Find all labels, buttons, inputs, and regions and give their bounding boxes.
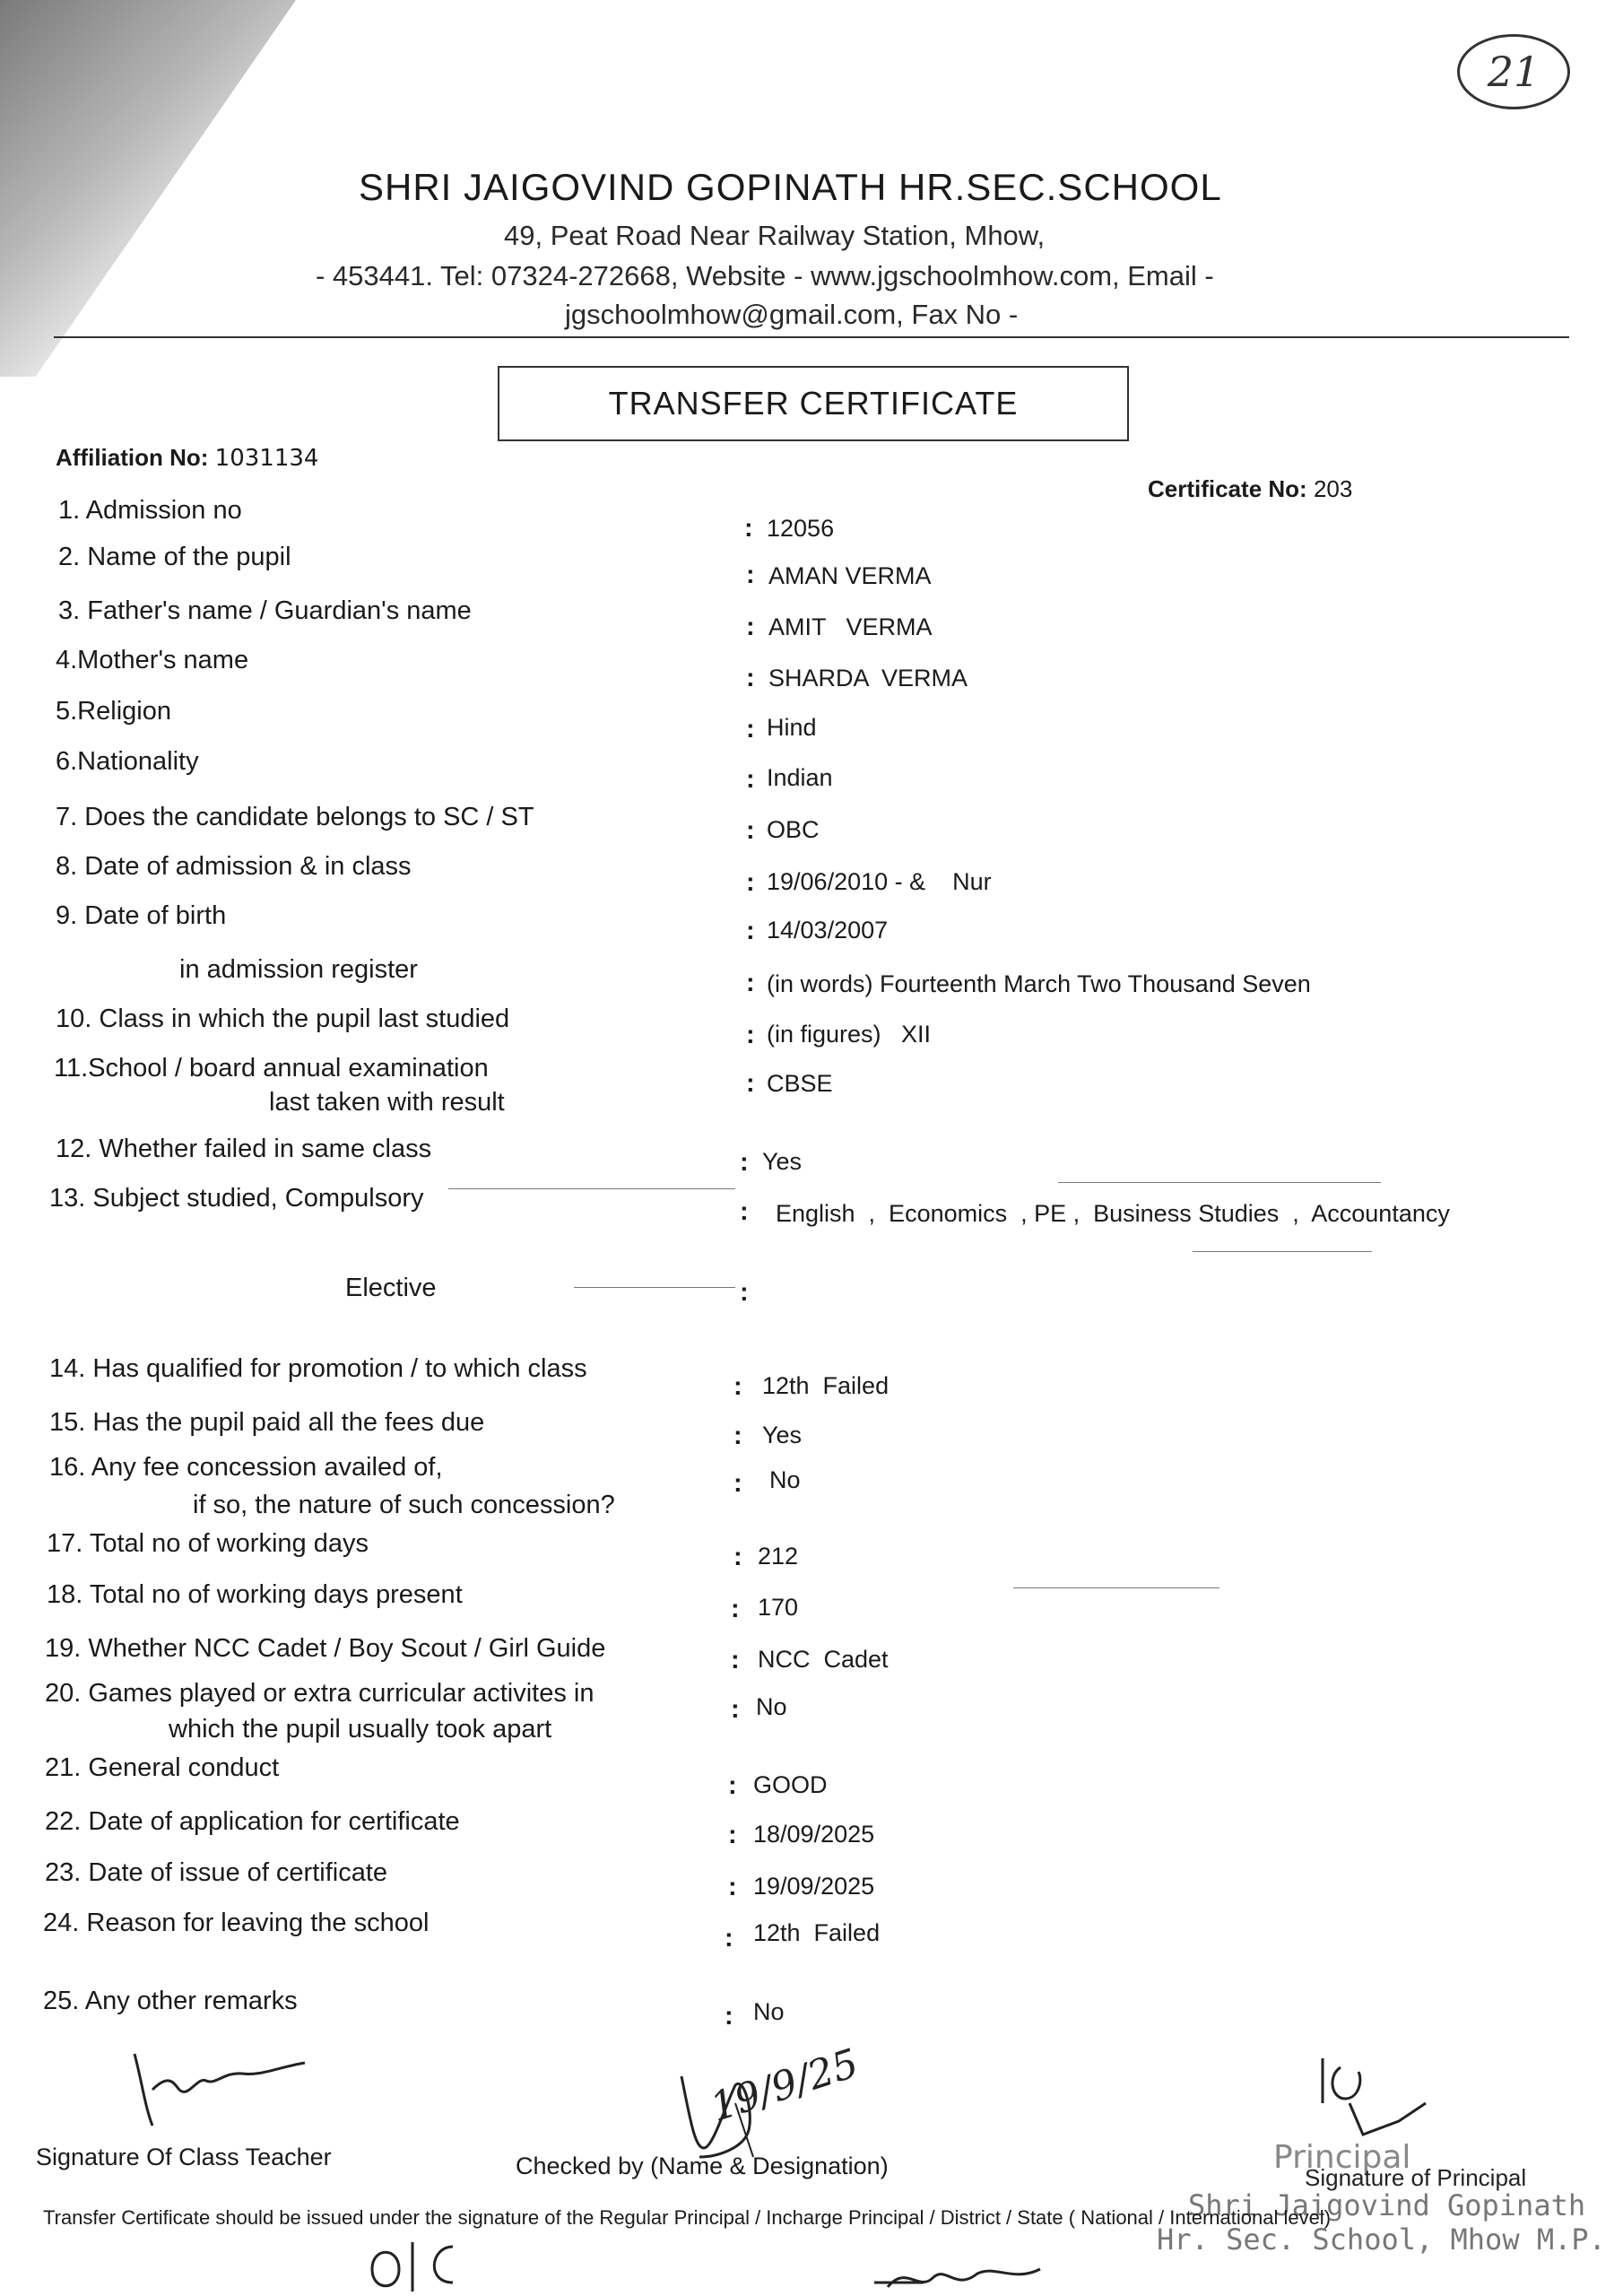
field-colon: : — [740, 1148, 749, 1177]
field-value-admission-date: 19/06/2010 - & Nur — [767, 868, 992, 895]
field-value-last-class: (in figures) XII — [767, 1021, 932, 1048]
scan-dash — [448, 1188, 735, 1189]
checked-by-label: Checked by (Name & Designation) — [516, 2152, 889, 2179]
field-value-religion: Hind — [767, 714, 817, 741]
field-label-last-class: 10. Class in which the pupil last studied — [56, 1004, 510, 1033]
field-colon: : — [733, 1422, 742, 1450]
affiliation-number — [56, 444, 318, 472]
field-colon: : — [746, 969, 755, 997]
field-colon: : — [740, 1197, 749, 1226]
address-line-1: 49, Peat Road Near Railway Station, Mhow, — [504, 220, 1046, 251]
field-value-promotion: 12th Failed — [762, 1372, 890, 1399]
field-colon: : — [728, 1873, 737, 1901]
class-teacher-signature-label: Signature Of Class Teacher — [36, 2144, 332, 2170]
field-colon: : — [725, 1924, 733, 1952]
field-colon: : — [731, 1595, 740, 1623]
field-value-issue-date: 19/09/2025 — [753, 1873, 875, 1900]
field-colon: : — [746, 715, 755, 744]
field-colon: : — [731, 1646, 740, 1674]
field-value-nationality: Indian — [767, 764, 833, 791]
field-label-dob-register: in admission register — [179, 955, 418, 984]
field-label-pupil-name: 2. Name of the pupil — [58, 543, 291, 571]
field-label-board-exam-cont: last taken with result — [269, 1088, 505, 1117]
checked-date-handwritten: 19/9/25 — [705, 2040, 864, 2131]
field-value-fees-paid: Yes — [762, 1422, 803, 1448]
field-colon: : — [746, 868, 755, 897]
field-label-ncc-scout: 19. Whether NCC Cadet / Boy Scout / Girl Guide — [45, 1634, 606, 1663]
certificate-value: 203 — [1313, 475, 1353, 502]
class-teacher-signature — [126, 2036, 323, 2135]
address-line-2: - 453441. Tel: 07324-272668, Website - www.jgschoolmhow.com, Email - — [316, 260, 1214, 291]
scan-dash — [1013, 1587, 1219, 1588]
field-colon: : — [733, 1469, 742, 1498]
field-label-father-name: 3. Father's name / Guardian's name — [58, 596, 472, 625]
field-label-working-days: 17. Total no of working days — [47, 1529, 369, 1558]
field-label-games-cont: which the pupil usually took apart — [169, 1715, 552, 1744]
field-label-issue-date: 23. Date of issue of certificate — [45, 1858, 388, 1887]
principal-signature-label: Signature of Principal — [1305, 2164, 1527, 2191]
field-colon: : — [746, 765, 755, 794]
field-value-mother-name: SHARDA VERMA — [768, 665, 968, 691]
field-label-fee-concession-cont: if so, the nature of such concession? — [193, 1491, 615, 1519]
field-colon: : — [746, 613, 755, 641]
handwritten-oc — [363, 2233, 507, 2296]
field-label-remarks: 25. Any other remarks — [43, 1987, 298, 2015]
field-label-subjects-elective: Elective — [345, 1274, 437, 1302]
certificate-title: TRANSFER CERTIFICATE — [498, 366, 1129, 441]
field-colon: : — [733, 1543, 742, 1571]
certificate-number — [1148, 475, 1352, 503]
field-value-ncc-scout: NCC Cadet — [758, 1646, 889, 1673]
field-value-dob: 14/03/2007 — [767, 917, 889, 944]
field-colon: : — [744, 514, 753, 543]
field-label-admission-date: 8. Date of admission & in class — [56, 852, 412, 881]
field-label-conduct: 21. General conduct — [45, 1753, 280, 1782]
page-number: 21 — [1457, 34, 1570, 109]
certificate-label: Certificate No: — [1148, 475, 1307, 502]
field-label-application-date: 22. Date of application for certificate — [45, 1807, 460, 1836]
header-divider — [54, 336, 1569, 338]
field-value-failed-same-class: Yes — [762, 1148, 803, 1175]
field-label-mother-name: 4.Mother's name — [56, 646, 249, 674]
affiliation-value: 1031134 — [214, 445, 319, 472]
field-value-dob-words: (in words) Fourteenth March Two Thousand Seven — [767, 970, 1311, 997]
field-value-father-name: AMIT VERMA — [768, 613, 933, 640]
field-label-dob: 9. Date of birth — [56, 901, 227, 930]
principal-stamp-line-1: Shri Jaigovind Gopinath — [1188, 2188, 1586, 2222]
field-label-fee-concession: 16. Any fee concession availed of, — [49, 1453, 443, 1482]
field-colon: : — [746, 561, 755, 589]
principal-stamp-line-2: Hr. Sec. School, Mhow M.P. — [1157, 2222, 1606, 2257]
field-value-days-present: 170 — [758, 1594, 799, 1621]
field-label-days-present: 18. Total no of working days present — [47, 1580, 463, 1609]
footer-note: Transfer Certificate should be issued under the signature of the Regular Principal / Incharge Principal / District / State ( National / International level) — [43, 2206, 1332, 2229]
field-label-category: 7. Does the candidate belongs to SC / ST — [56, 803, 534, 831]
scan-dash — [574, 1287, 735, 1288]
bottom-signature-scrawl — [870, 2256, 1049, 2296]
field-value-application-date: 18/09/2025 — [753, 1821, 875, 1848]
school-name: SHRI JAIGOVIND GOPINATH HR.SEC.SCHOOL — [359, 166, 1222, 208]
field-colon: : — [746, 1021, 755, 1049]
field-label-games: 20. Games played or extra curricular activites in — [45, 1679, 595, 1708]
field-label-religion: 5.Religion — [56, 697, 171, 726]
field-value-working-days: 212 — [758, 1543, 799, 1570]
field-value-fee-concession: No — [769, 1466, 801, 1493]
field-colon: : — [733, 1372, 742, 1401]
address-line-3: jgschoolmhow@gmail.com, Fax No - — [565, 299, 1019, 330]
field-value-leaving-reason: 12th Failed — [753, 1919, 881, 1946]
field-colon: : — [746, 816, 755, 845]
field-value-category: OBC — [767, 816, 820, 843]
field-value-board-exam: CBSE — [767, 1070, 833, 1097]
principal-signature — [1309, 2049, 1453, 2148]
field-colon: : — [740, 1278, 749, 1307]
field-label-admission-no: 1. Admission no — [58, 496, 242, 525]
field-value-admission-no: 12056 — [767, 515, 835, 542]
field-value-games: No — [756, 1693, 787, 1720]
field-colon: : — [746, 917, 755, 945]
field-label-failed-same-class: 12. Whether failed in same class — [56, 1135, 432, 1163]
field-label-fees-paid: 15. Has the pupil paid all the fees due — [49, 1408, 485, 1437]
field-label-subjects-compulsory: 13. Subject studied, Compulsory — [49, 1184, 424, 1213]
field-colon: : — [728, 1771, 737, 1800]
affiliation-label: Affiliation No: — [56, 444, 209, 471]
field-colon: : — [728, 1821, 737, 1849]
field-value-conduct: GOOD — [753, 1771, 828, 1798]
field-colon: : — [746, 1069, 755, 1098]
field-value-subjects-compulsory: English , Economics , PE , Business Studies , Accountancy — [776, 1200, 1450, 1227]
principal-stamp-title: Principal — [1273, 2139, 1411, 2176]
scan-dash — [1193, 1251, 1372, 1252]
field-label-board-exam: 11.School / board annual examination — [54, 1054, 489, 1083]
scan-dash — [1058, 1182, 1381, 1183]
field-label-nationality: 6.Nationality — [56, 747, 199, 776]
field-colon: : — [725, 2002, 733, 2031]
field-colon: : — [746, 664, 755, 692]
field-value-pupil-name: AMAN VERMA — [768, 562, 932, 589]
scan-corner-shadow — [0, 0, 296, 377]
field-value-remarks: No — [753, 1998, 785, 2025]
field-label-leaving-reason: 24. Reason for leaving the school — [43, 1909, 430, 1937]
field-label-promotion: 14. Has qualified for promotion / to which class — [49, 1354, 587, 1383]
field-colon: : — [731, 1695, 740, 1724]
